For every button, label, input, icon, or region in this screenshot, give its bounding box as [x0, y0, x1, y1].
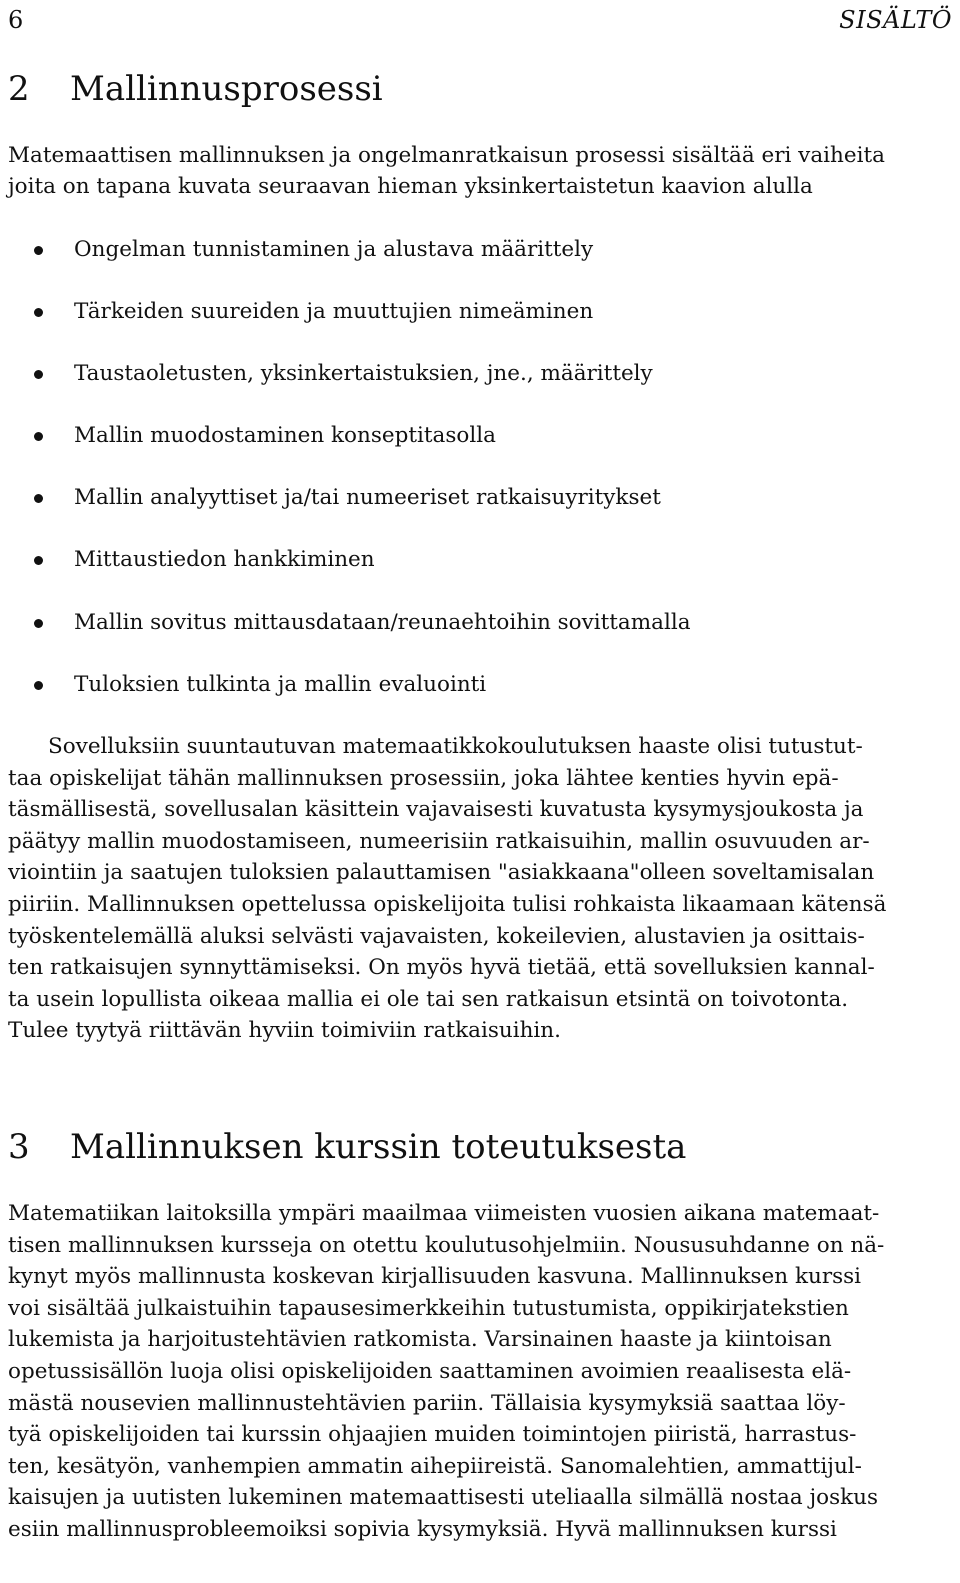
section-2-body — [8, 731, 952, 1047]
text-line: täsmällisestä, sovellusalan käsittein vajavaisesti kuvatusta kysymysjoukosta ja — [8, 797, 864, 823]
text-line: lukemista ja harjoitustehtävien ratkomista. Varsinainen haaste ja kiintoisan — [8, 1327, 832, 1353]
text-line: tyä opiskelijoiden tai kurssin ohjaajien muiden toimintojen piiristä, harrastus- — [8, 1422, 857, 1448]
section-2-title: Mallinnusprosessi — [70, 69, 383, 109]
section-3-number: 3 — [8, 1127, 30, 1167]
list-item-text: Mallin analyyttiset ja/tai numeeriset ratkaisuyritykset — [74, 485, 661, 511]
bullet-icon — [34, 494, 43, 503]
section-2-heading — [8, 66, 383, 112]
page-number: 6 — [8, 6, 24, 34]
list-item-text: Taustaoletusten, yksinkertaistuksien, jne., määrittely — [74, 361, 653, 387]
text-line: viointiin ja saatujen tuloksien palauttamisen "asiakkaana"olleen soveltamisalan — [8, 860, 875, 886]
text-line: ten ratkaisujen synnyttämiseksi. On myös hyvä tietää, että sovelluksien kannal- — [8, 955, 875, 981]
text-line: joita on tapana kuvata seuraavan hieman yksinkertaistetun kaavion alulla — [8, 174, 813, 199]
list-item-text: Mallin muodostaminen konseptitasolla — [74, 423, 496, 449]
section-2-number: 2 — [8, 69, 30, 109]
running-header — [8, 2, 952, 38]
bullet-icon — [34, 308, 43, 317]
text-line: Sovelluksiin suuntautuvan matemaatikkokoulutuksen haaste olisi tutustut- — [48, 734, 863, 759]
text-line: opetussisällön luoja olisi opiskelijoiden saattaminen avoimien reaalisesta elä- — [8, 1358, 852, 1384]
list-item — [8, 669, 952, 731]
list-item — [8, 296, 952, 358]
text-line: tisen mallinnuksen kursseja on otettu koulutusohjelmiin. Noususuhdanne on nä- — [8, 1232, 885, 1258]
text-line: esiin mallinnusprobleemoiksi sopivia kysymyksiä. Hyvä mallinnuksen kurssi — [8, 1516, 837, 1542]
text-line: kynyt myös mallinnusta koskevan kirjallisuuden kasvuna. Mallinnuksen kurssi — [8, 1264, 862, 1290]
text-line: kaisujen ja uutisten lukeminen matemaattisesti uteliaalla silmällä nostaa joskus — [8, 1485, 879, 1511]
list-item-text: Tärkeiden suureiden ja muuttujien nimeäminen — [74, 299, 594, 325]
bullet-icon — [34, 681, 43, 690]
bullet-icon — [34, 619, 43, 628]
list-item — [8, 420, 952, 482]
text-line: taa opiskelijat tähän mallinnuksen prosessiin, joka lähtee kenties hyvin epä- — [8, 765, 839, 791]
text-line: Matemaattisen mallinnuksen ja ongelmanratkaisun prosessi sisältää eri vaiheita — [8, 143, 885, 168]
list-item-text: Mallin sovitus mittausdataan/reunaehtoihin sovittamalla — [74, 609, 691, 635]
section-2-intro — [8, 140, 952, 202]
bullet-icon — [34, 370, 43, 379]
text-line: ta usein lopullista oikeaa mallia ei ole tai sen ratkaisun etsintä on toivotonta. — [8, 986, 849, 1012]
text-line: Tulee tyytyä riittävän hyviin toimiviin ratkaisuihin. — [8, 1018, 561, 1044]
section-3-title: Mallinnuksen kurssin toteutuksesta — [70, 1127, 687, 1167]
list-item — [8, 234, 952, 296]
text-line: työskentelemällä aluksi selvästi vajavaisten, kokeilevien, alustavien ja osittais- — [8, 923, 865, 949]
running-title: SISÄLTÖ — [839, 6, 952, 34]
text-line: päätyy mallin muodostamiseen, numeerisiin ratkaisuihin, mallin osuvuuden ar- — [8, 828, 870, 854]
section-3-heading — [8, 1124, 686, 1170]
bullet-icon — [34, 432, 43, 441]
process-step-list — [8, 234, 952, 731]
text-line: Matematiikan laitoksilla ympäri maailmaa viimeisten vuosien aikana matemaat- — [8, 1201, 880, 1226]
list-item — [8, 358, 952, 420]
list-item — [8, 607, 952, 669]
text-line: piiriin. Mallinnuksen opettelussa opiskelijoita tulisi rohkaista likaamaan kätensä — [8, 891, 887, 917]
text-line: mästä nousevien mallinnustehtävien pariin. Tällaisia kysymyksiä saattaa löy- — [8, 1390, 846, 1416]
list-item — [8, 544, 952, 606]
list-item — [8, 482, 952, 544]
list-item-text: Tuloksien tulkinta ja mallin evaluointi — [74, 671, 487, 697]
text-line: ten, kesätyön, vanhempien ammatin aihepiireistä. Sanomalehtien, ammattijul- — [8, 1453, 862, 1479]
list-item-text: Mittaustiedon hankkiminen — [74, 547, 375, 573]
list-item-text: Ongelman tunnistaminen ja alustava määrittely — [74, 237, 594, 262]
bullet-icon — [34, 556, 43, 565]
text-line: voi sisältää julkaistuihin tapausesimerkkeihin tutustumista, oppikirjatekstien — [8, 1295, 849, 1321]
section-3-body — [8, 1198, 952, 1546]
bullet-icon — [34, 246, 43, 255]
